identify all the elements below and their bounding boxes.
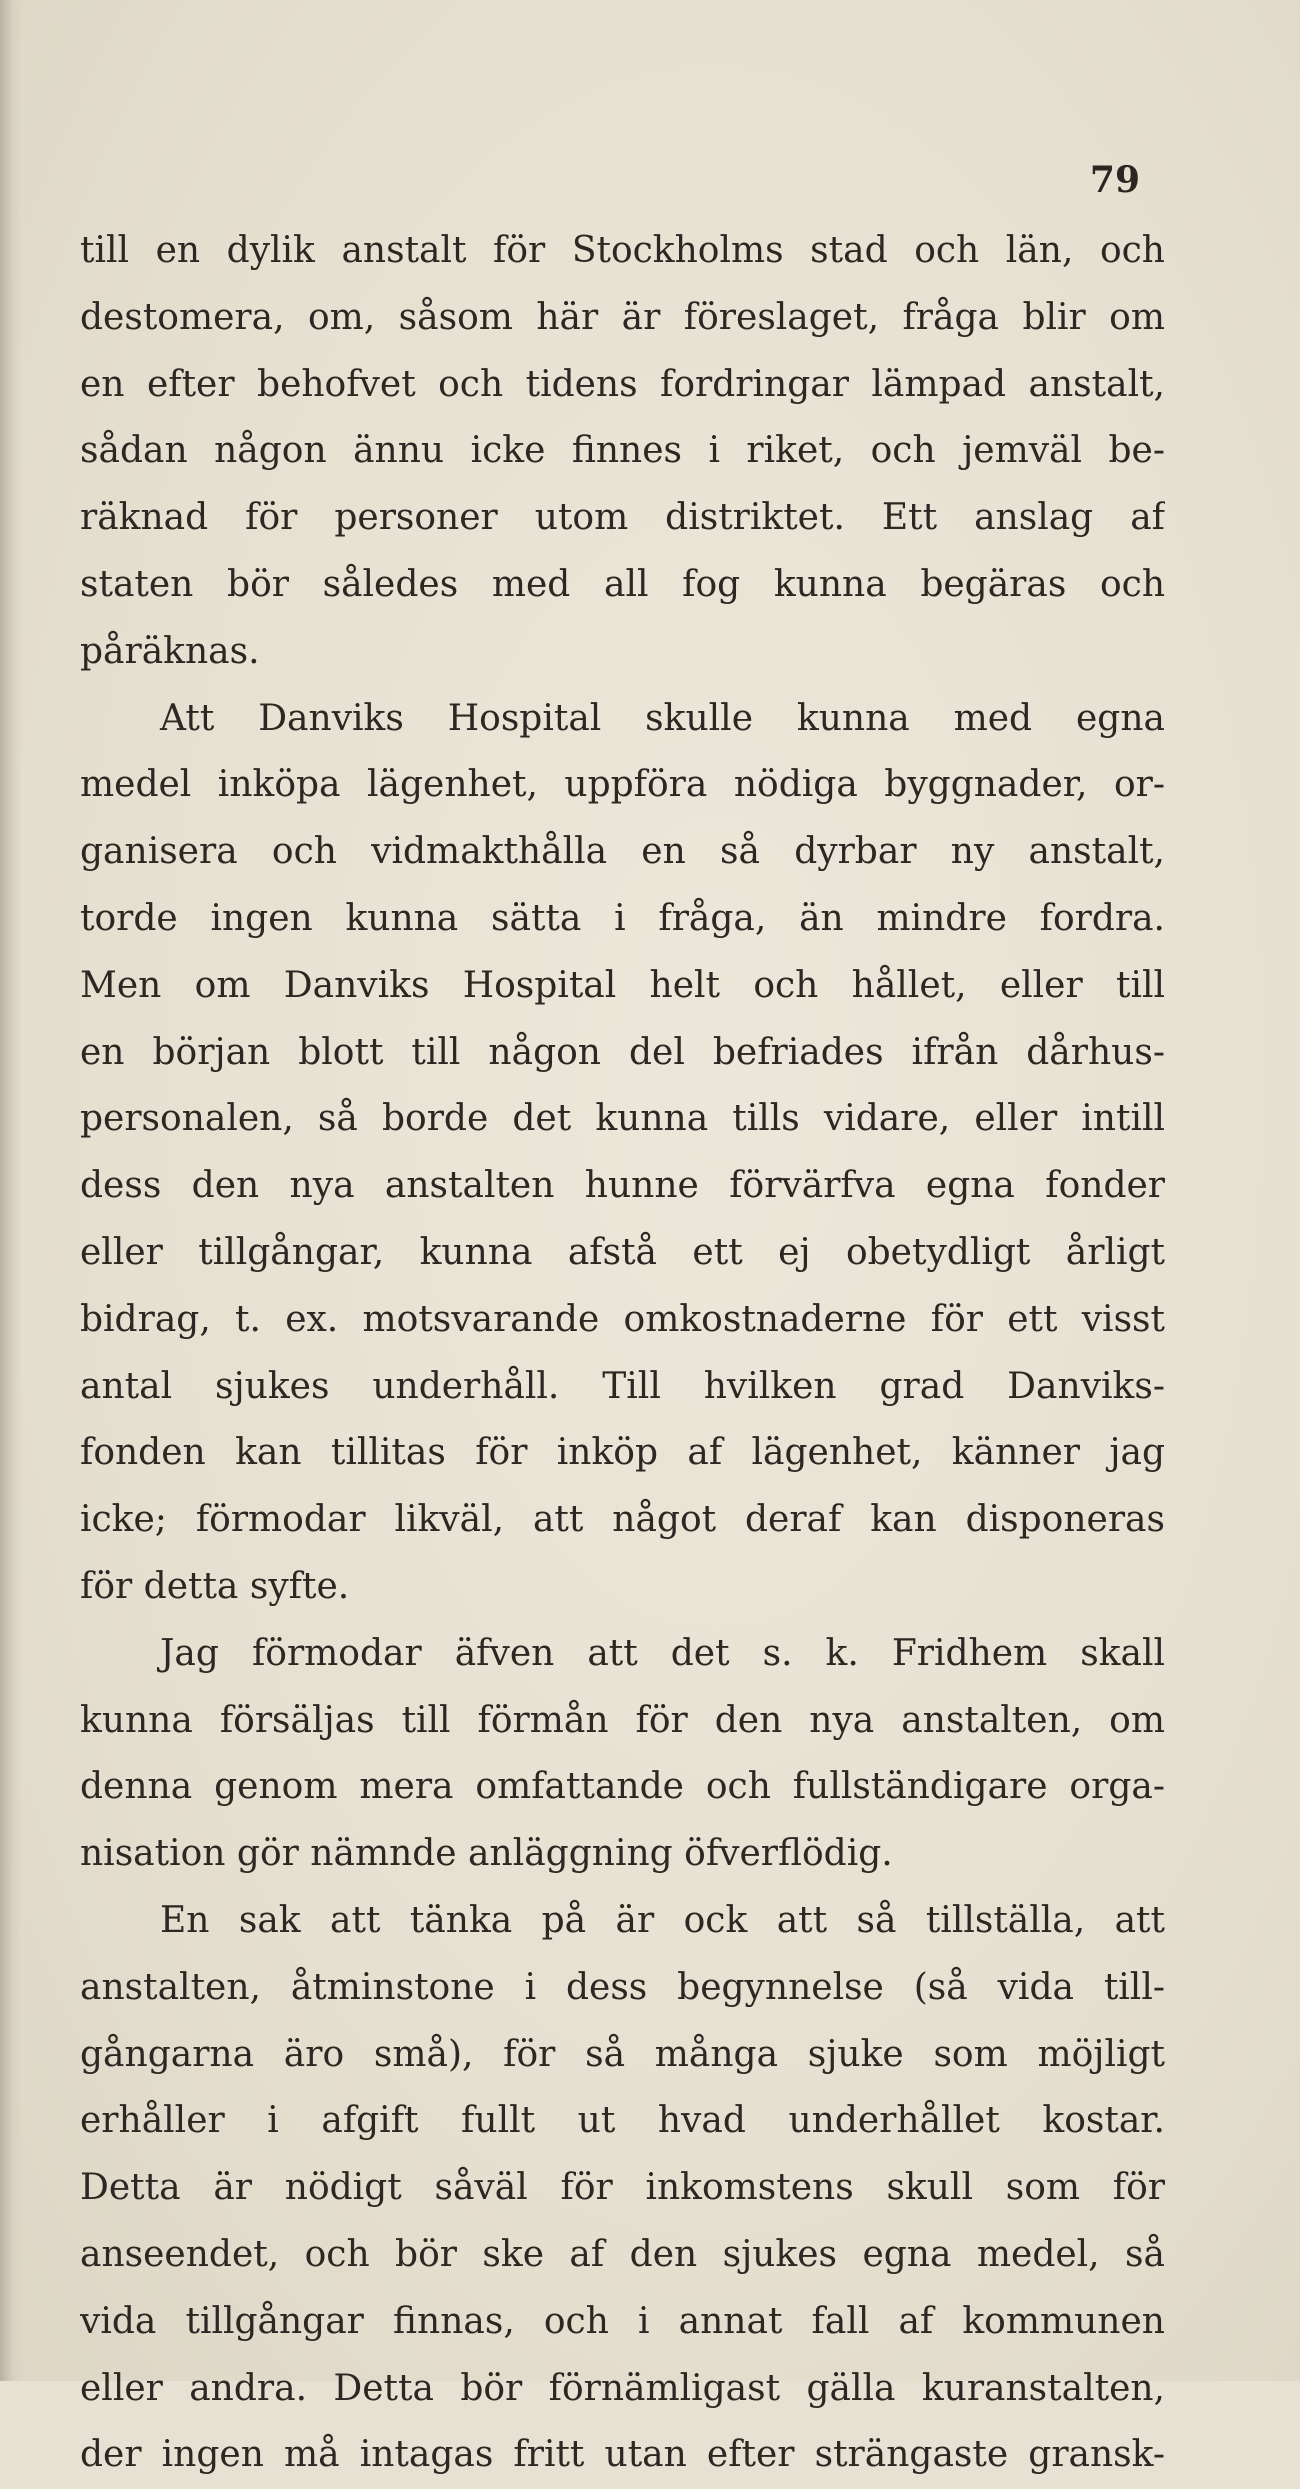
text-line: En sak att tänka på är ock att så tillställa, att (160, 1899, 1165, 1941)
text-line: fonden kan tillitas för inköp af lägenhet, känner jag (80, 1432, 1165, 1474)
text-line: eller andra. Detta bör förnämligast gälla kuranstalten, (80, 2367, 1165, 2409)
page-number: 79 (1089, 159, 1140, 201)
text-line: vida tillgångar finnas, och i annat fall af kommunen (80, 2300, 1165, 2342)
text-line: Men om Danviks Hospital helt och hållet, eller till (80, 964, 1165, 1006)
text-line: antal sjukes underhåll. Till hvilken grad Danviks- (80, 1365, 1165, 1407)
text-line: räknad för personer utom distriktet. Ett anslag af (80, 497, 1165, 539)
text-line: gångarna äro små), för så många sjuke som möjligt (80, 2033, 1165, 2075)
text-line: Detta är nödigt såväl för inkomstens skull som för (80, 2167, 1165, 2209)
text-line: för detta syfte. (80, 1565, 350, 1607)
text-line: en början blott till någon del befriades ifrån dårhus- (80, 1031, 1165, 1073)
body-text (80, 218, 1165, 2489)
text-line: en efter behofvet och tidens fordringar lämpad anstalt, (80, 363, 1165, 405)
text-line: ganisera och vidmakthålla en så dyrbar ny anstalt, (80, 831, 1165, 873)
text-line: der ingen må intagas fritt utan efter strängaste gransk- (80, 2434, 1165, 2476)
text-line: icke; förmodar likväl, att något deraf kan disponeras (80, 1499, 1165, 1541)
text-line: påräknas. (80, 630, 260, 672)
text-line: dess den nya anstalten hunne förvärfva egna fonder (80, 1165, 1165, 1207)
text-line: destomera, om, såsom här är föreslaget, fråga blir om (80, 296, 1165, 338)
page-gutter-shadow (0, 0, 22, 2381)
text-line: bidrag, t. ex. motsvarande omkostnaderne för ett visst (80, 1298, 1165, 1340)
text-line: nisation gör nämnde anläggning öfverflödig. (80, 1833, 893, 1875)
text-line: personalen, så borde det kunna tills vidare, eller intill (80, 1098, 1165, 1140)
text-line: till en dylik anstalt för Stockholms stad och län, och (80, 230, 1165, 271)
text-line: denna genom mera omfattande och fullständigare orga- (80, 1766, 1165, 1808)
text-line: anstalten, åtminstone i dess begynnelse (så vida till- (80, 1966, 1165, 2008)
text-line: torde ingen kunna sätta i fråga, än mindre fordra. (80, 897, 1165, 939)
text-line: anseendet, och bör ske af den sjukes egna medel, så (80, 2233, 1165, 2275)
text-line: staten bör således med all fog kunna begäras och (80, 563, 1165, 605)
text-line: medel inköpa lägenhet, uppföra nödiga byggnader, or- (80, 764, 1165, 806)
text-line: erhåller i afgift fullt ut hvad underhållet kostar. (80, 2100, 1165, 2142)
text-line: Att Danviks Hospital skulle kunna med egna (160, 697, 1165, 739)
text-line: Jag förmodar äfven att det s. k. Fridhem skall (160, 1632, 1165, 1674)
text-line: kunna försäljas till förmån för den nya anstalten, om (80, 1699, 1165, 1741)
text-line: eller tillgångar, kunna afstå ett ej obetydligt årligt (80, 1231, 1165, 1273)
text-line: sådan någon ännu icke finnes i riket, och jemväl be- (80, 430, 1165, 472)
